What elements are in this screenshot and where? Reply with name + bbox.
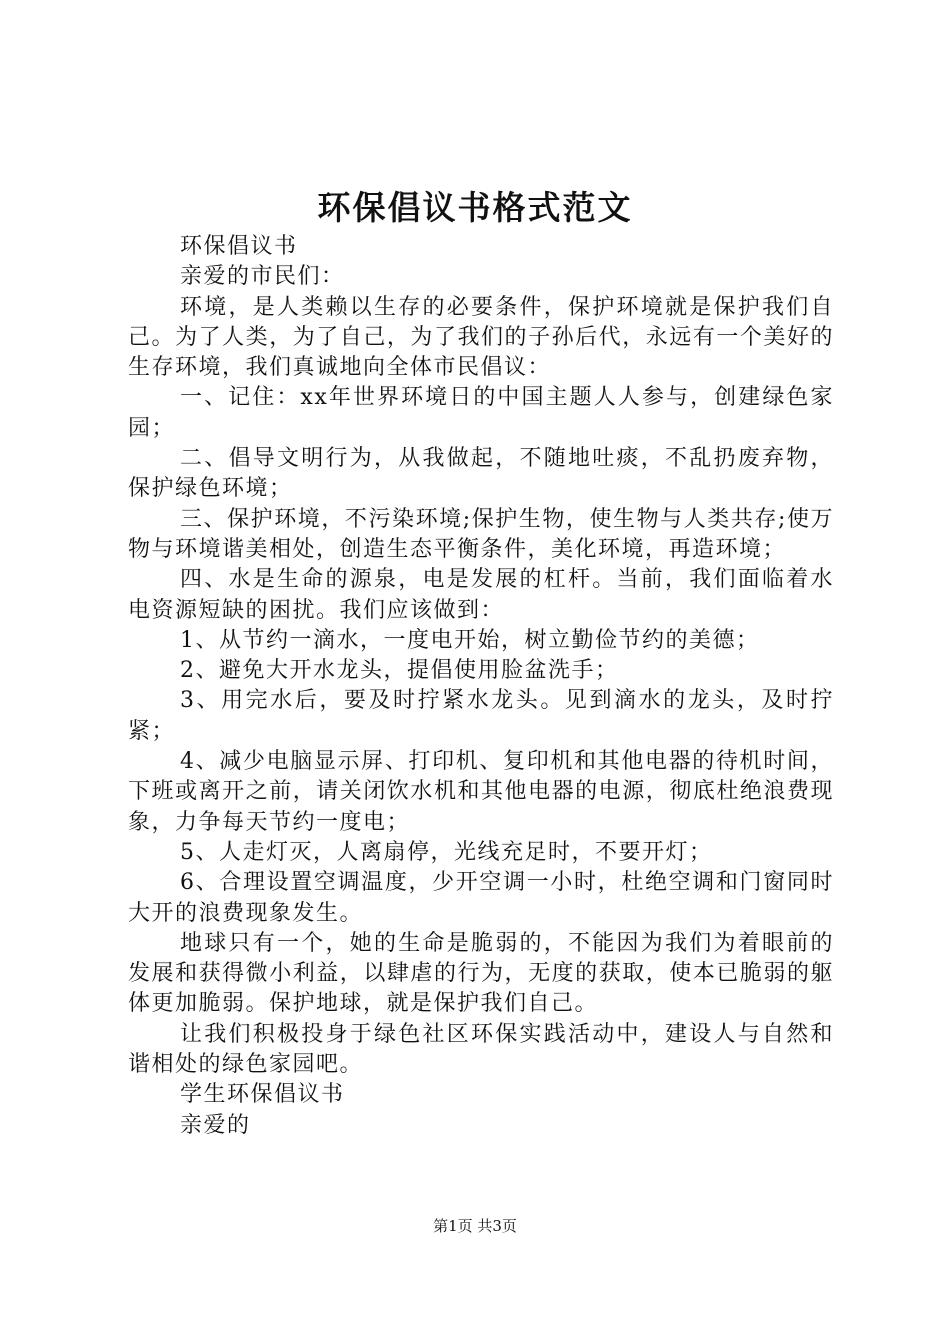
paragraph: 四、水是生命的源泉，电是发展的杠杆。当前，我们面临着水电资源短缺的困扰。我们应该做到：: [128, 567, 834, 623]
paragraph: 亲爱的: [180, 1112, 251, 1138]
document-body: [128, 232, 834, 1141]
paragraph: 1、从节约一滴水，一度电开始，树立勤俭节约的美德；: [180, 627, 760, 653]
paragraph: 3、用完水后，要及时拧紧水龙头。见到滴水的龙头，及时拧紧；: [128, 688, 834, 744]
paragraph: 亲爱的市民们：: [180, 264, 345, 290]
paragraph: 5、人走灯灭，人离扇停，光线充足时，不要开灯；: [180, 839, 713, 865]
paragraph: 学生环保倡议书: [180, 1082, 345, 1108]
paragraph: 环保倡议书: [180, 234, 298, 259]
paragraph: 地球只有一个，她的生命是脆弱的，不能因为我们为着眼前的发展和获得微小利益，以肆虐的行为，无度的获取，使本已脆弱的躯体更加脆弱。保护地球，就是保护我们自己。: [128, 930, 834, 1017]
paragraph: 让我们积极投身于绿色社区环保实践活动中，建设人与自然和谐相处的绿色家园吧。: [128, 1021, 834, 1078]
paragraph: 三、保护环境，不污染环境;保护生物，使生物与人类共存;使万物与环境谐美相处，创造生态平衡条件，美化环境，再造环境；: [128, 506, 834, 562]
document-title: 环保倡议书格式范文: [317, 188, 633, 227]
paragraph: 环境，是人类赖以生存的必要条件，保护环境就是保护我们自己。为了人类，为了自己，为了我们的子孙后代，永远有一个美好的生存环境，我们真诚地向全体市民倡议：: [128, 294, 834, 381]
paragraph: 二、倡导文明行为，从我做起，不随地吐痰，不乱扔废弃物，保护绿色环境；: [128, 446, 834, 502]
paragraph: 一、记住：xx年世界环境日的中国主题人人参与，创建绿色家园；: [128, 385, 834, 441]
page-number-footer: 第1页 共3页: [433, 1217, 517, 1235]
paragraph: 2、避免大开水龙头，提倡使用脸盆洗手；: [180, 658, 619, 684]
paragraph: 6、合理设置空调温度，少开空调一小时，杜绝空调和门窗同时大开的浪费现象发生。: [128, 870, 834, 926]
paragraph: 4、减少电脑显示屏、打印机、复印机和其他电器的待机时间，下班或离开之前，请关闭饮水机和其他电器的电源，彻底杜绝浪费现象，力争每天节约一度电；: [128, 749, 834, 835]
